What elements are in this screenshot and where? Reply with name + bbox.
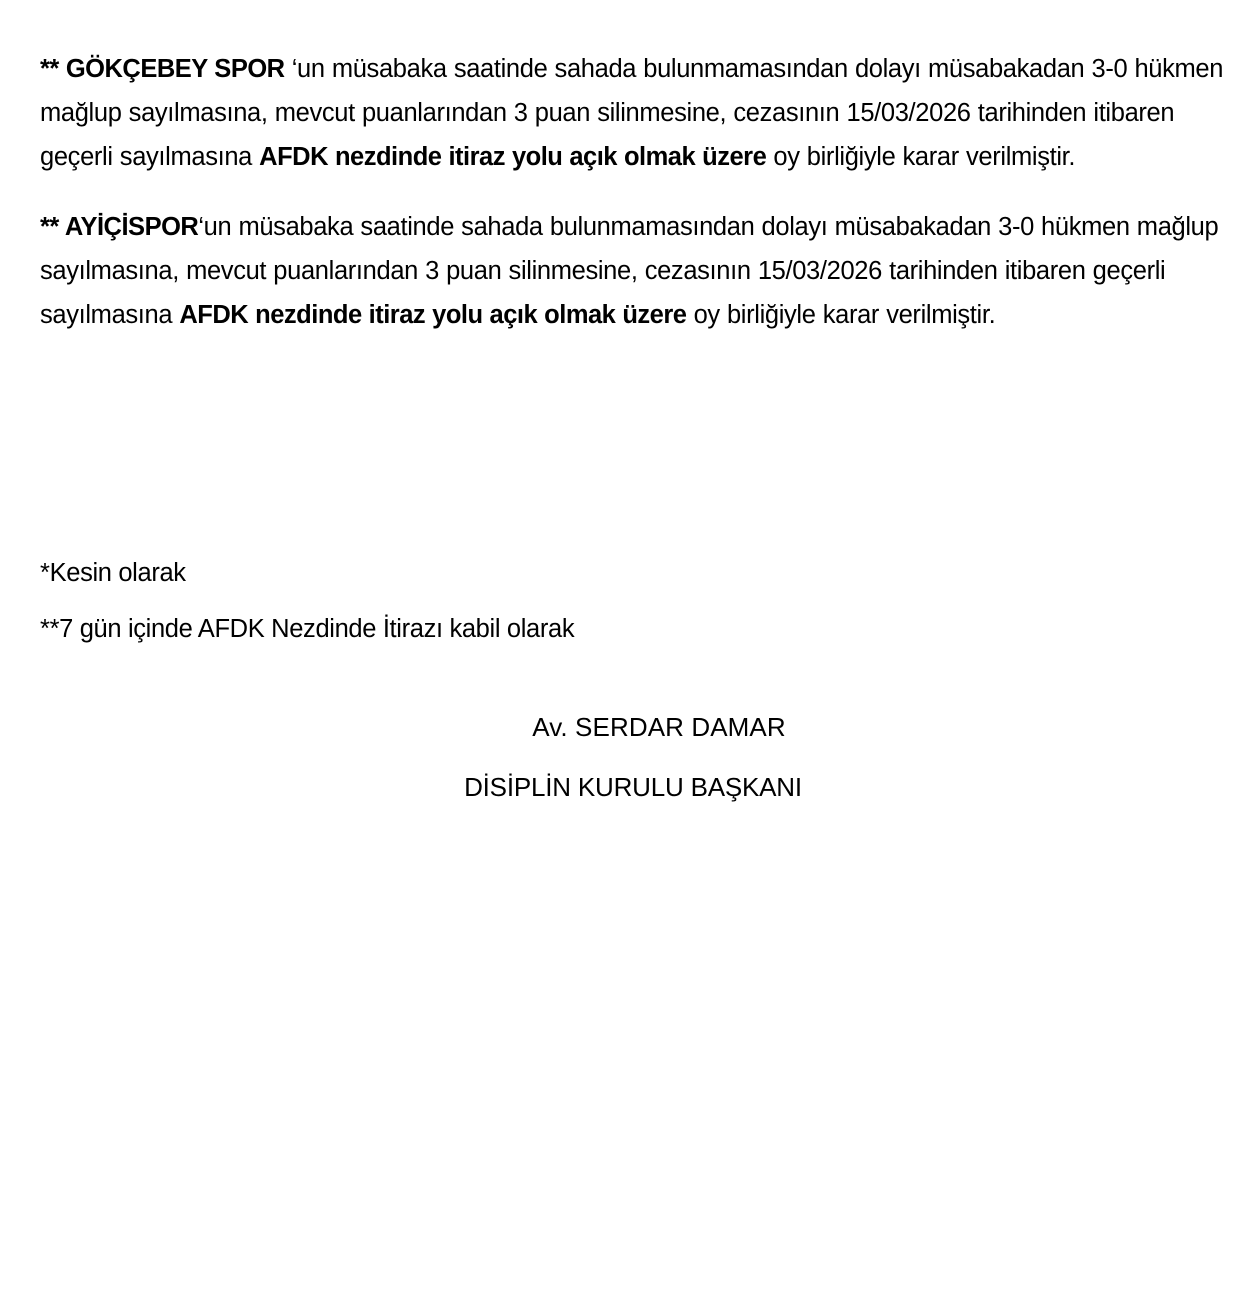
signatory-title: DİSİPLİN KURULU BAŞKANI [464,772,802,802]
decision-text-gokcebey-part1: ‘un müsabaka saatinde sahada bulunmamasından dolayı müsabakadan 3-0 hükmen mağlup sayılmasına, mevcut puanlarından 3 puan silinmesine, cezasının 15/03/2026 tarihinden itibaren geçerli sayılmasına [40,55,1224,171]
club-name-ayicispor: AYİÇİSPOR [64,213,199,241]
appeal-clause-gokcebey: AFDK nezdinde itiraz yolu açık olmak üzere [259,143,767,171]
decision-marker-gokcebey: ** [40,55,66,83]
decisions-body [40,47,1230,337]
footnote-double-asterisk: **7 gün içinde AFDK Nezdinde İtirazı kabil olarak [40,615,575,643]
decision-paragraph-ayicispor [40,205,1230,337]
decision-paragraph-gokcebey-spor [40,47,1230,179]
signatory-name: Av. SERDAR DAMAR [532,712,786,742]
club-name-gokcebey-spor: GÖKÇEBEY SPOR [65,55,285,83]
decision-text-gokcebey-part2: oy birliğiyle karar verilmiştir. [766,143,1076,171]
decision-text-ayicispor-part1: ‘un müsabaka saatinde sahada bulunmamasından dolayı müsabakadan 3-0 hükmen mağlup sayılmasına, mevcut puanlarından 3 puan silinmesine, cezasının 15/03/2026 tarihinden itibaren geçerli sayılmasına [40,213,1219,329]
decision-marker-ayicispor: ** [40,213,65,241]
footnotes-block [40,556,940,646]
footnote-single-asterisk: *Kesin olarak [40,559,186,587]
signature-block [0,710,1234,804]
appeal-clause-ayicispor: AFDK nezdinde itiraz yolu açık olmak üzere [179,301,687,329]
decision-text-ayicispor-part2: oy birliğiyle karar verilmiştir. [686,301,996,329]
